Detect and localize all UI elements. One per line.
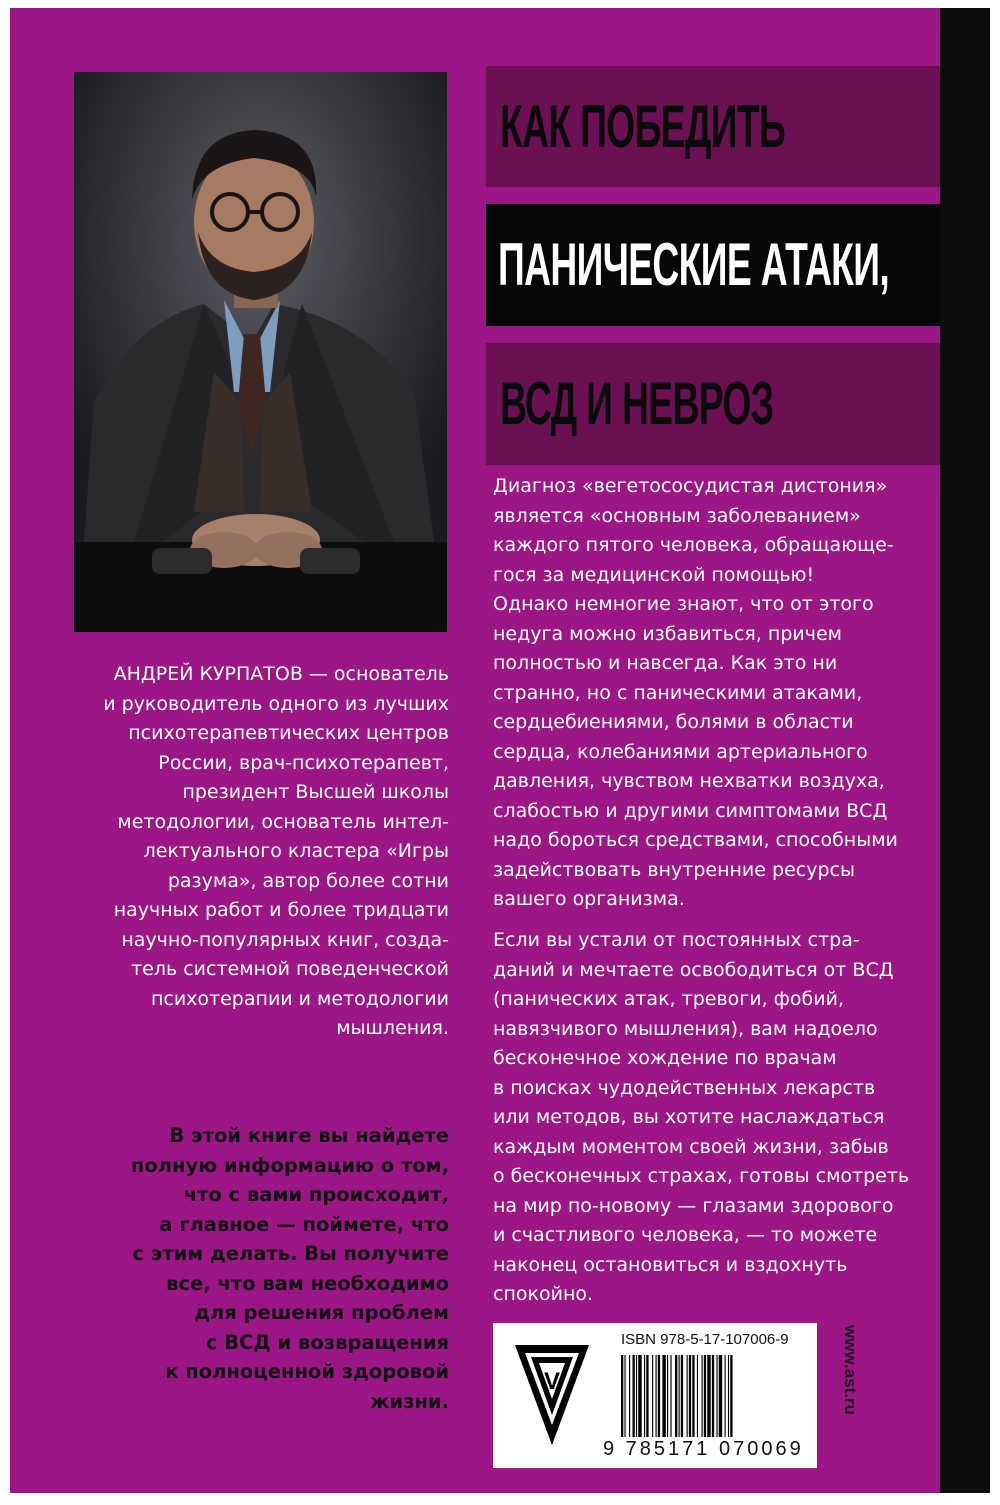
author-bio-line: АНДРЕЙ КУРПАТОВ — основатель — [113, 663, 449, 685]
publisher-website: www.ast.ru — [841, 1325, 860, 1416]
description-line: наконец остановиться и вздохнуть — [493, 1253, 848, 1276]
description-line: и счастливого человека, — то можете — [493, 1224, 878, 1246]
title-band-1 — [486, 66, 940, 187]
title-line-2: ПАНИЧЕСКИЕ АТАКИ, — [498, 231, 890, 298]
author-bio-line: методологии, основатель интел- — [117, 810, 449, 833]
description-line: сердцебиениями, болями в области — [493, 711, 854, 733]
description-line: полностью и навсегда. Как это ни — [493, 652, 838, 674]
description-paragraph-2 — [493, 926, 933, 1310]
author-photo — [74, 72, 447, 632]
description-line: бесконечное хождение по врачам — [493, 1047, 837, 1069]
description-line: недуга можно избавиться, причем — [493, 622, 842, 645]
author-bio-line: психотерапии и методологии — [150, 987, 449, 1010]
description-line: каждым моментом своей жизни, забыв — [493, 1135, 889, 1158]
description-line: слабостью и другими симптомами ВСД — [493, 799, 888, 822]
teaser-line: для решения проблем — [194, 1301, 449, 1324]
isbn-label: ISBN 978-5-17-107006-9 — [621, 1331, 789, 1348]
description-line: сердца, колебаниями артериального — [493, 740, 868, 763]
description-line: вашего организма. — [493, 888, 685, 910]
book-spine — [940, 8, 990, 1493]
description-line: даний и мечтаете освободиться от ВСД — [493, 958, 894, 981]
description-line: Если вы устали от постоянных стра- — [493, 929, 860, 951]
author-bio — [74, 660, 449, 1044]
author-bio-line: научно-популярных книг, созда- — [121, 928, 449, 951]
author-bio-line: разума», автор более сотни — [167, 869, 449, 892]
teaser-line: все, что вам необходимо — [166, 1271, 449, 1295]
teaser-line: В этой книге вы найдете — [169, 1124, 449, 1147]
description-line: задействовать внутренние ресурсы — [493, 858, 855, 881]
teaser-line: с ВСД и возвращения — [205, 1330, 449, 1354]
description-line: о бесконечных страхах, готовы смотреть — [493, 1165, 910, 1187]
book-teaser — [74, 1121, 449, 1416]
description-line: спокойно. — [493, 1283, 594, 1305]
description-line: в поисках чудодейственных лекарств — [493, 1076, 876, 1099]
author-bio-line: России, врач-психотерапевт, — [158, 751, 449, 774]
title-line-3: ВСД И НЕВРОЗ — [500, 370, 774, 437]
author-bio-line: научных работ и более тридцати — [113, 899, 449, 921]
description-line: странно, но с паническими атаками, — [493, 681, 863, 704]
author-bio-line: лектуального кластера «Игры — [143, 840, 449, 862]
description-line: Однако немногие знают, что от этого — [493, 593, 874, 615]
publisher-logo — [513, 1343, 591, 1447]
description-line: давления, чувством нехватки воздуха, — [493, 770, 885, 792]
author-bio-line: и руководитель одного из лучших — [103, 692, 449, 715]
barcode-digits: 9 785171 070069 — [603, 1438, 804, 1460]
description-paragraph-1 — [493, 472, 933, 915]
title-line-1: КАК ПОБЕДИТЬ — [500, 92, 786, 160]
publisher-logo-letter: V — [543, 1368, 561, 1395]
teaser-line: жизни. — [370, 1389, 449, 1413]
teaser-line: с этим делать. Вы получите — [132, 1242, 449, 1265]
author-bio-line: президент Высшей школы — [182, 781, 449, 803]
description-line: гося за медицинской помощью! — [493, 563, 815, 586]
description-line: на мир по-новому — глазами здорового — [493, 1194, 894, 1217]
author-bio-line: мышления. — [336, 1017, 449, 1039]
description-line: надо бороться средствами, способными — [493, 829, 898, 851]
description-line: (панических атак, тревоги, фобий, — [493, 988, 844, 1010]
isbn-barcode-panel — [493, 1323, 817, 1468]
description-line: является «основным заболеванием» — [493, 504, 861, 527]
teaser-line: что с вами происходит, — [183, 1183, 449, 1206]
description-line: навязчивого мышления), вам надоело — [493, 1017, 878, 1040]
title-band-2 — [486, 204, 940, 326]
description-line: Диагноз «вегетососудистая дистония» — [493, 475, 888, 497]
teaser-line: полную информацию о том, — [130, 1153, 449, 1177]
author-bio-line: психотерапевтических центров — [128, 722, 449, 744]
description-line: или методов, вы хотите наслаждаться — [493, 1106, 885, 1128]
author-bio-line: тель системной поведенческой — [131, 958, 449, 980]
title-band-3 — [486, 343, 940, 465]
description-line: каждого пятого человека, обращающе- — [493, 534, 894, 556]
teaser-line: а главное — поймете, что — [159, 1212, 449, 1236]
teaser-line: к полноценной здоровой — [165, 1360, 449, 1383]
barcode — [621, 1355, 803, 1437]
book-back-cover — [10, 8, 940, 1493]
